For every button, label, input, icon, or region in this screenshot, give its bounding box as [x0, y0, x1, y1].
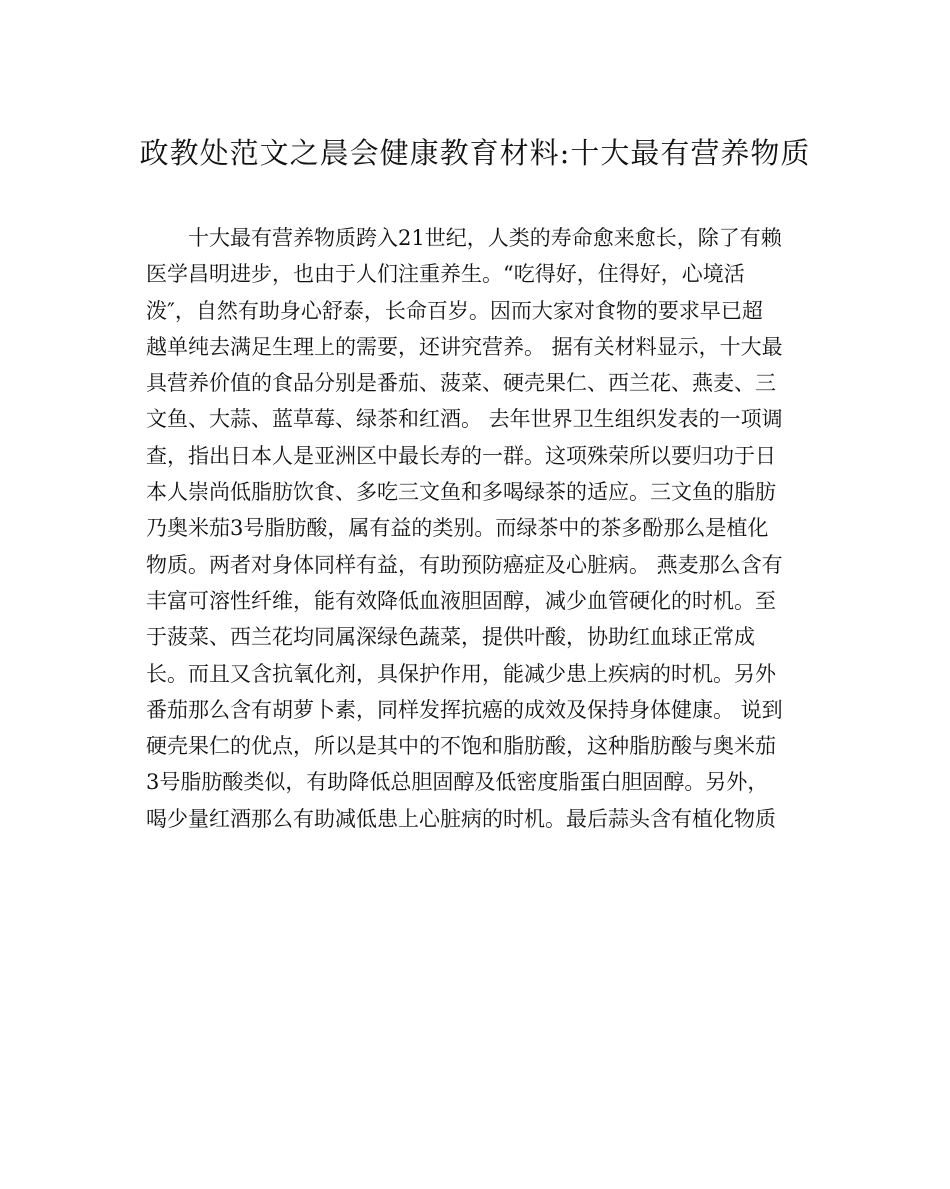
paragraph-line: 医学昌明进步，也由于人们注重养生。“吃得好，住得好，心境活	[146, 262, 745, 287]
paragraph-line: 硬壳果仁的优点，所以是其中的不饱和脂肪酸，这种脂肪酸与奥米茄	[146, 734, 776, 759]
paragraph-line: 十大最有营养物质跨入21世纪，人类的寿命愈来愈长，除了有赖	[188, 226, 782, 250]
body-paragraph	[146, 220, 818, 837]
paragraph-line: 乃奥米茄3号脂肪酸，属有益的类别。而绿茶中的茶多酚那么是植化	[146, 516, 769, 541]
paragraph-line: 喝少量红酒那么有助减低患上心脏病的时机。最后蒜头含有植化物质	[146, 806, 776, 831]
paragraph-line: 番茄那么含有胡萝卜素，同样发挥抗癌的成效及保持身体健康。 说到	[146, 697, 783, 722]
paragraph-line: 文鱼、大蒜、蓝草莓、绿茶和红酒。 去年世界卫生组织发表的一项调	[146, 407, 783, 432]
paragraph-line: 于菠菜、西兰花均同属深绿色蔬菜，提供叶酸，协助红血球正常成	[146, 625, 755, 650]
paragraph-line: 物质。两者对身体同样有益，有助预防癌症及心脏病。 燕麦那么含有	[146, 552, 783, 577]
paragraph-line: 3号脂肪酸类似，有助降低总胆固醇及低密度脂蛋白胆固醇。另外，	[146, 770, 769, 795]
paragraph-line: 越单纯去满足生理上的需要，还讲究营养。 据有关材料显示，十大最	[146, 334, 783, 359]
paragraph-line: 本人崇尚低脂肪饮食、多吃三文鱼和多喝绿茶的适应。三文鱼的脂肪	[146, 480, 776, 505]
paragraph-line: 长。而且又含抗氧化剂，具保护作用，能减少患上疾病的时机。另外	[146, 661, 776, 686]
paragraph-line: 具营养价值的食品分别是番茄、菠菜、硬壳果仁、西兰花、燕麦、三	[146, 371, 776, 396]
paragraph-line: 丰富可溶性纤维，能有效降低血液胆固醇，减少血管硬化的时机。至	[146, 588, 776, 613]
document-title: 政教处范文之晨会健康教育材料:十大最有营养物质	[139, 136, 811, 170]
paragraph-line: 查，指出日本人是亚洲区中最长寿的一群。这项殊荣所以要归功于日	[146, 443, 776, 468]
paragraph-line: 泼″，自然有助身心舒泰，长命百岁。因而大家对食物的要求早已超	[146, 298, 763, 323]
